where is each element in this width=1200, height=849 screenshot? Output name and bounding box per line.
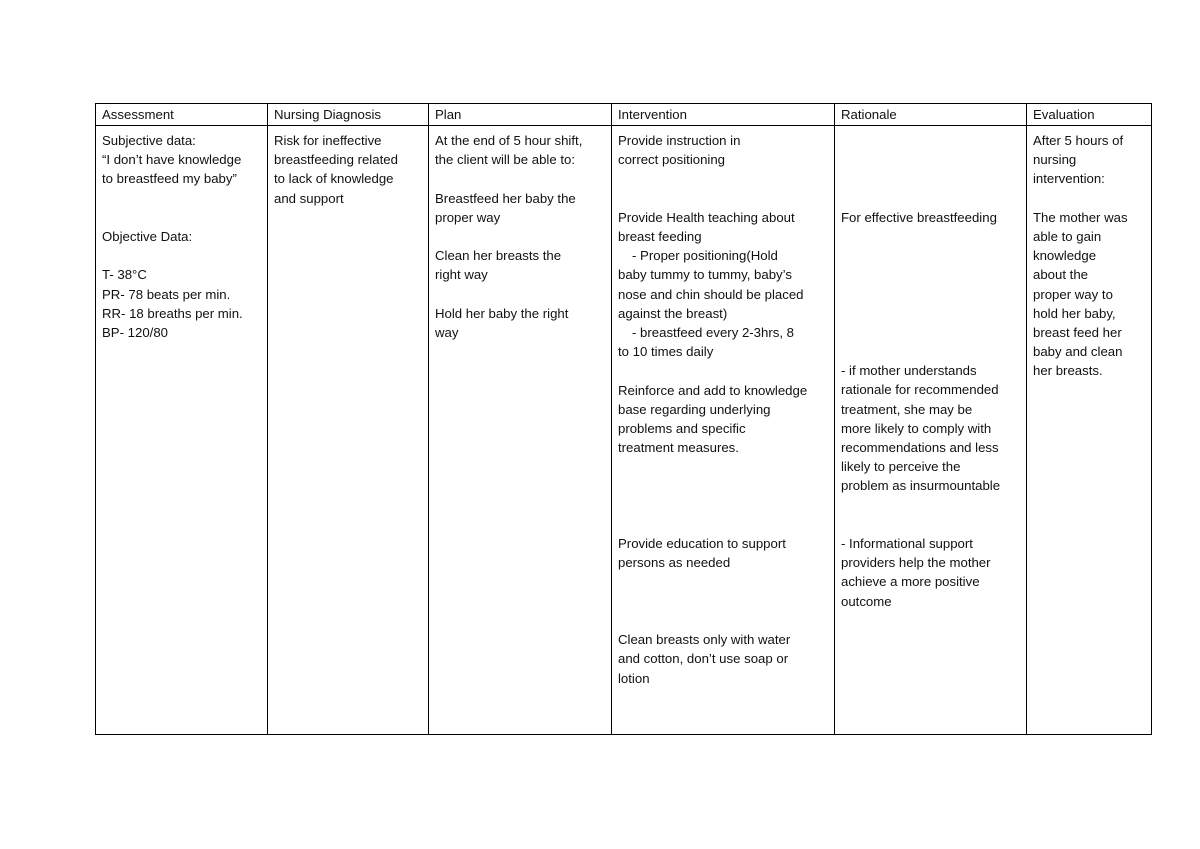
intervention-line: Provide education to support: [618, 536, 786, 552]
evaluation-line: nursing: [1033, 152, 1077, 168]
intervention-line: Provide instruction in: [618, 133, 741, 148]
rationale-line: outcome: [841, 593, 892, 609]
blood-pressure-value: BP- 120/80: [102, 324, 168, 340]
intervention-line: treatment measures.: [618, 440, 739, 456]
evaluation-line: The mother was: [1033, 209, 1128, 225]
nursing-care-plan-table: [95, 103, 1152, 735]
plan-item-line: way: [435, 324, 459, 340]
subjective-quote-line: “I don’t have knowledge: [102, 152, 242, 168]
diagnosis-line: breastfeeding related: [274, 152, 398, 168]
plan-goal-line: the client will be able to:: [435, 152, 576, 168]
rationale-line: rationale for recommended: [841, 382, 999, 398]
intervention-line: Reinforce and add to knowledge: [618, 382, 808, 398]
plan-item-line: Breastfeed her baby the: [435, 190, 576, 206]
intervention-cell: [612, 126, 835, 735]
rationale-line: likely to perceive the: [841, 459, 961, 475]
subjective-quote-line: to breastfeed my baby”: [102, 171, 237, 187]
rationale-cell: [835, 126, 1027, 735]
plan-item-line: Clean her breasts the: [435, 248, 562, 264]
diagnosis-line: to lack of knowledge: [274, 171, 394, 187]
header-intervention: Intervention: [612, 104, 835, 126]
nursing-diagnosis-cell: [268, 126, 429, 735]
evaluation-line: hold her baby,: [1033, 305, 1116, 321]
header-evaluation: Evaluation: [1027, 104, 1152, 126]
intervention-line: and cotton, don’t use soap or: [618, 651, 789, 667]
table-row: [96, 126, 1152, 735]
rationale-line: - Informational support: [841, 536, 973, 552]
header-plan: Plan: [429, 104, 612, 126]
evaluation-line: able to gain: [1033, 229, 1102, 244]
rationale-line: treatment, she may be: [841, 401, 973, 417]
rationale-line: recommendations and less: [841, 440, 999, 456]
plan-goal-line: At the end of 5 hour shift,: [435, 133, 583, 148]
intervention-line: nose and chin should be placed: [618, 286, 804, 302]
objective-data-label: Objective Data:: [102, 228, 193, 244]
evaluation-line: baby and clean: [1033, 344, 1123, 360]
pulse-rate-value: PR- 78 beats per min.: [102, 286, 231, 302]
evaluation-line: her breasts.: [1033, 363, 1103, 379]
plan-cell: [429, 126, 612, 735]
evaluation-line: about the: [1033, 267, 1088, 283]
evaluation-cell: [1027, 126, 1152, 735]
intervention-line: Provide Health teaching about: [618, 209, 795, 225]
respiratory-rate-value: RR- 18 breaths per min.: [102, 305, 243, 321]
plan-item-line: right way: [435, 267, 488, 283]
evaluation-line: After 5 hours of: [1033, 133, 1124, 148]
intervention-line: against the breast): [618, 305, 728, 321]
assessment-cell: [96, 126, 268, 735]
intervention-line: to 10 times daily: [618, 344, 714, 360]
intervention-subitem: - breastfeed every 2-3hrs, 8: [632, 325, 794, 340]
plan-item-line: Hold her baby the right: [435, 305, 569, 321]
intervention-line: persons as needed: [618, 555, 731, 571]
rationale-line: problem as insurmountable: [841, 478, 1001, 494]
intervention-line: baby tummy to tummy, baby’s: [618, 267, 792, 283]
rationale-line: more likely to comply with: [841, 420, 992, 436]
evaluation-line: breast feed her: [1033, 325, 1122, 341]
intervention-line: breast feeding: [618, 228, 702, 244]
subjective-data-label: Subjective data:: [102, 133, 196, 148]
intervention-line: Clean breasts only with water: [618, 632, 791, 648]
temperature-value: T- 38°C: [102, 267, 147, 283]
intervention-line: base regarding underlying: [618, 401, 771, 417]
rationale-line: - if mother understands: [841, 363, 977, 379]
diagnosis-line: Risk for ineffective: [274, 133, 382, 148]
header-rationale: Rationale: [835, 104, 1027, 126]
evaluation-line: intervention:: [1033, 171, 1105, 187]
rationale-line: For effective breastfeeding: [841, 209, 997, 225]
evaluation-line: proper way to: [1033, 286, 1113, 302]
plan-item-line: proper way: [435, 209, 501, 225]
intervention-line: lotion: [618, 670, 650, 686]
intervention-line: correct positioning: [618, 152, 726, 168]
header-nursing-diagnosis: Nursing Diagnosis: [268, 104, 429, 126]
rationale-line: achieve a more positive: [841, 574, 980, 590]
intervention-line: problems and specific: [618, 421, 746, 436]
table-header-row: [96, 104, 1152, 126]
header-assessment: Assessment: [96, 104, 268, 126]
evaluation-line: knowledge: [1033, 248, 1097, 264]
intervention-subitem: - Proper positioning(Hold: [632, 248, 778, 264]
rationale-line: providers help the mother: [841, 555, 991, 571]
diagnosis-line: and support: [274, 190, 344, 206]
